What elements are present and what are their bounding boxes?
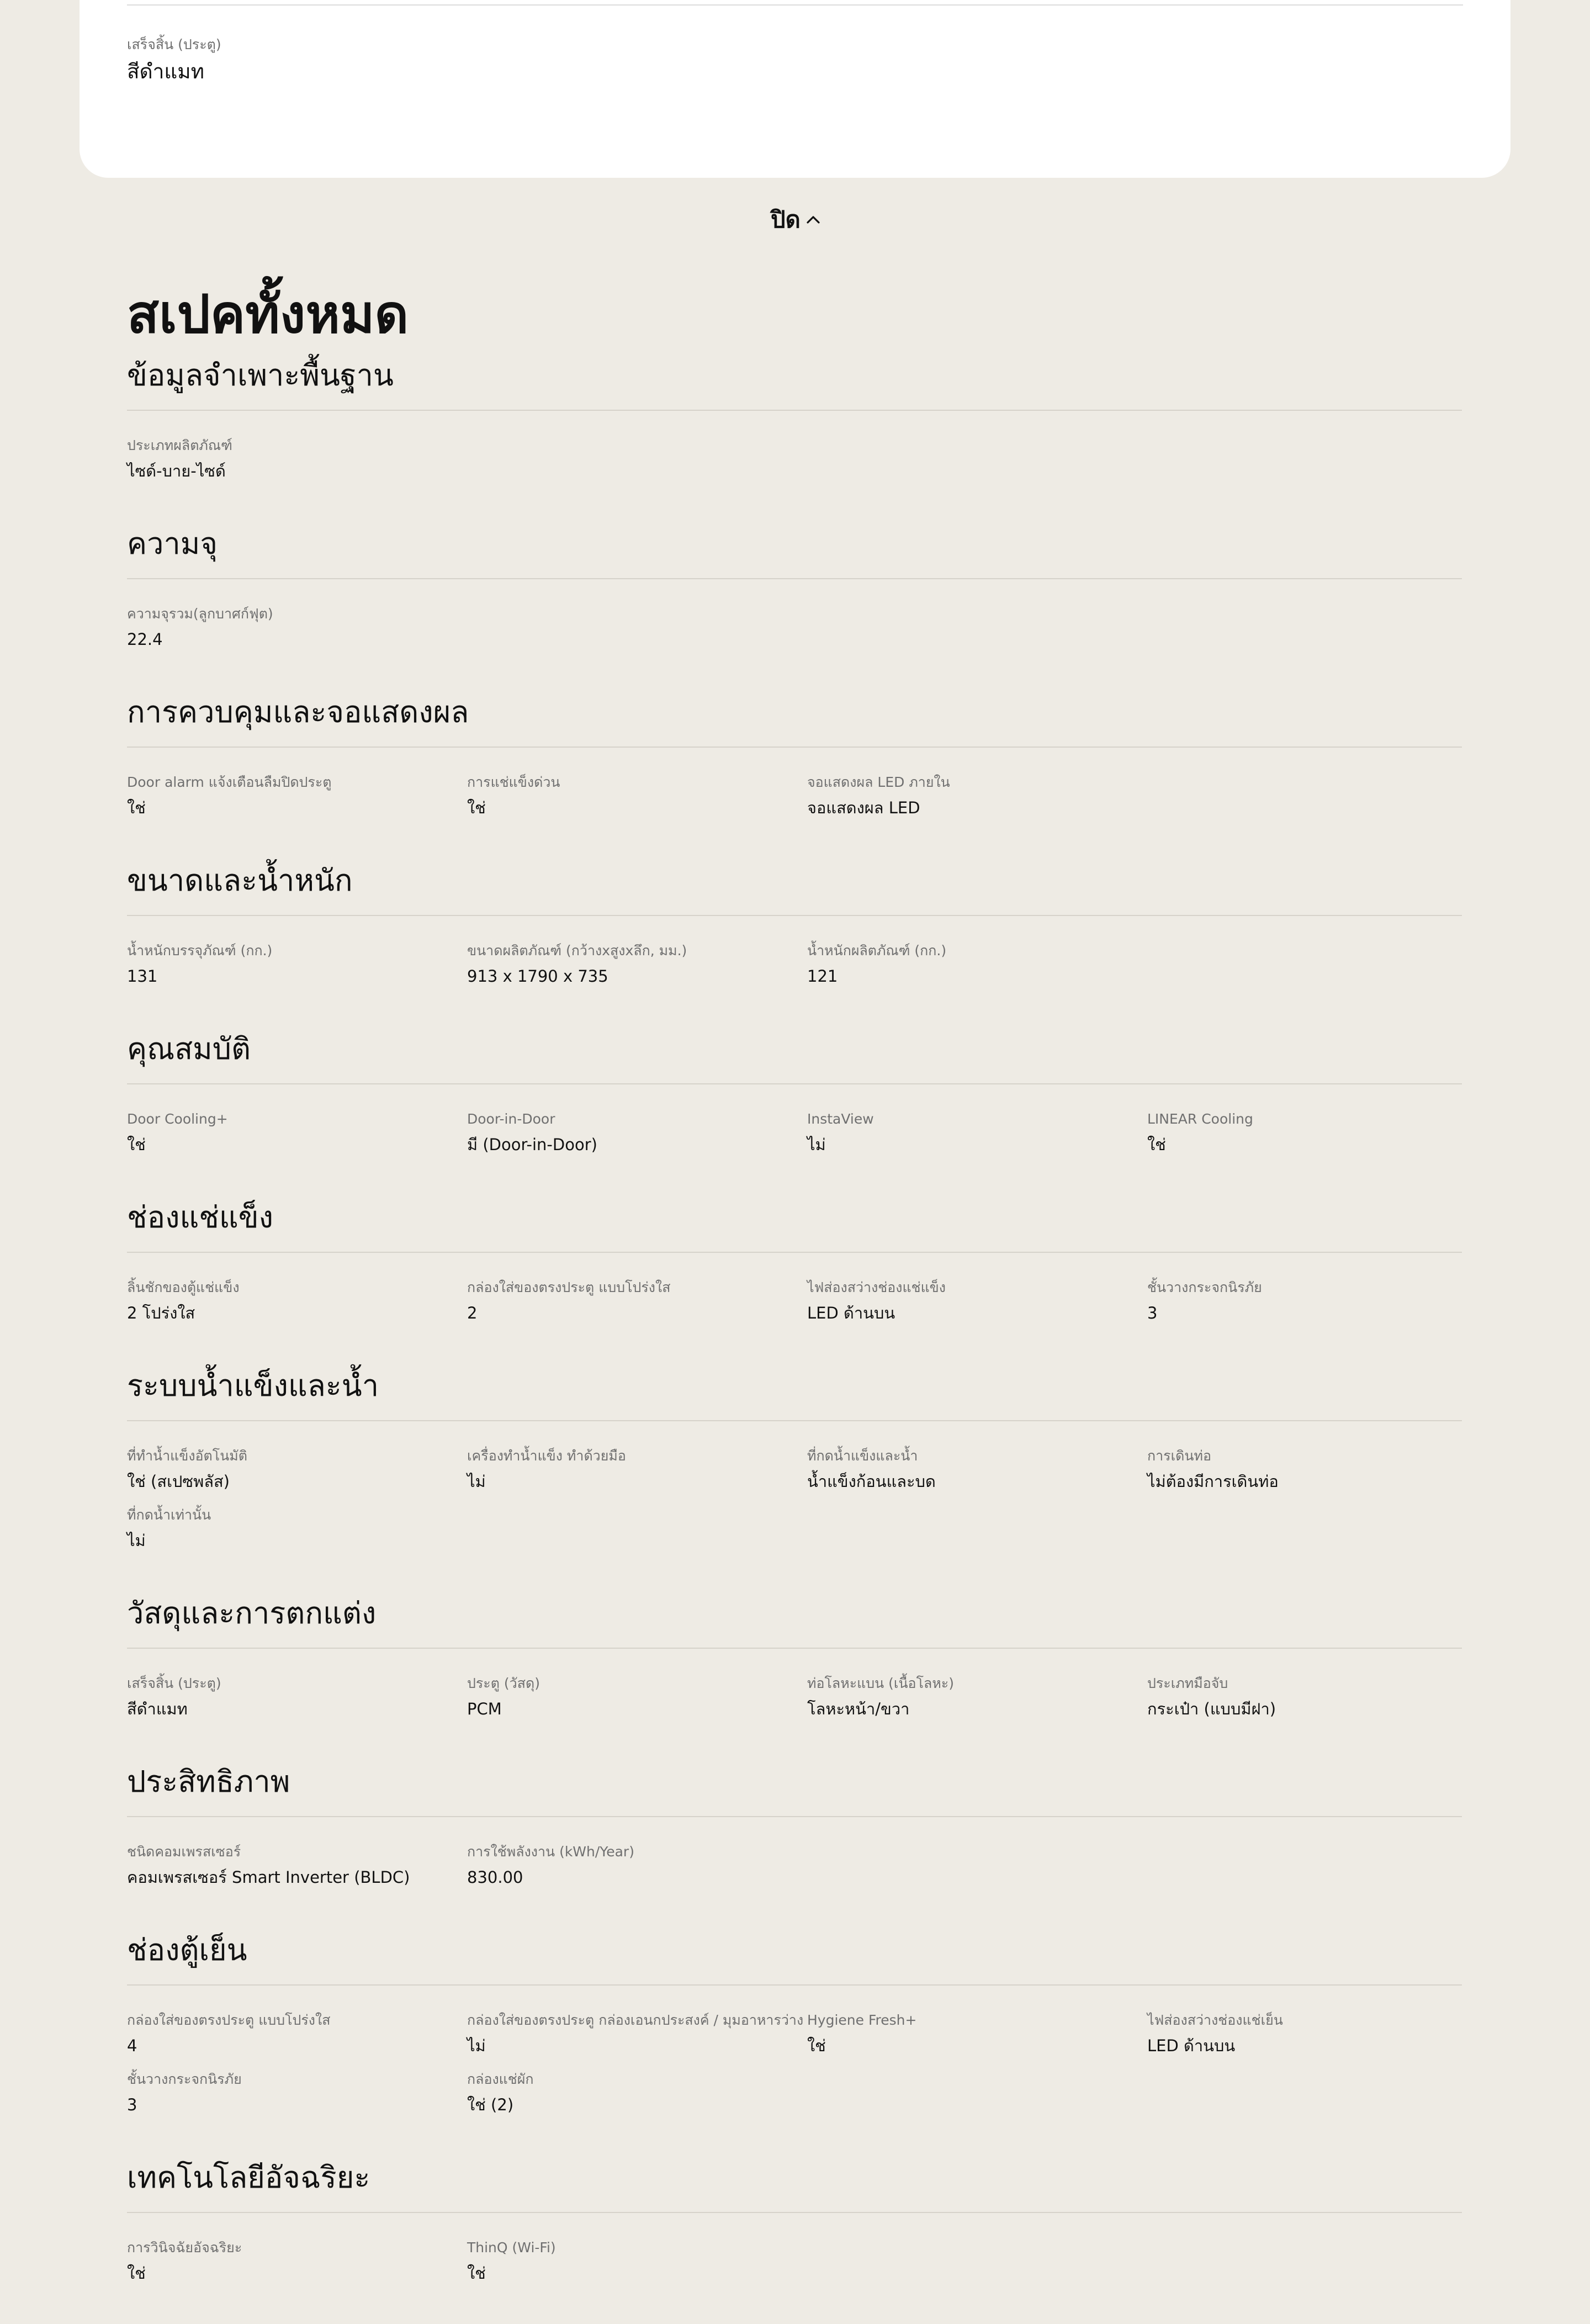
spec-item (127, 773, 467, 819)
spec-grid (127, 748, 1462, 859)
spec-grid (127, 2213, 1462, 2324)
spec-value: ใช่ (807, 2036, 826, 2055)
spec-item (467, 1278, 807, 1324)
section-title: การควบคุมและจอแสดงผล (127, 695, 469, 729)
spec-value: มี (Door-in-Door) (467, 1135, 597, 1154)
spec-label: กล่องแช่ผัก (467, 2071, 534, 2087)
spec-label: Door alarm แจ้งเตือนลืมปิดประตู (127, 774, 332, 790)
spec-label: การเดินท่อ (1147, 1448, 1211, 1464)
section-title: คุณสมบัติ (127, 1031, 251, 1066)
spec-value: LED ด้านบน (1147, 2036, 1236, 2055)
spec-label: Door-in-Door (467, 1111, 555, 1127)
spec-label: Door Cooling+ (127, 1111, 228, 1127)
spec-label: การวินิจฉัยอัจฉริยะ (127, 2240, 242, 2256)
spec-item (1147, 1447, 1462, 1492)
close-button[interactable] (771, 202, 822, 237)
spec-item (127, 1506, 467, 1552)
spec-item (127, 1278, 467, 1324)
spec-value: กระเป๋า (แบบมีฝา) (1147, 1700, 1276, 1718)
spec-value: PCM (467, 1700, 502, 1718)
spec-value: ไม่ (807, 1135, 826, 1154)
spec-item (1147, 1674, 1462, 1720)
spec-grid (127, 579, 1462, 690)
spec-label: ไฟส่องสว่างช่องแช่แข็ง (807, 1279, 946, 1295)
spec-item (467, 1447, 807, 1492)
spec-item (1147, 2011, 1462, 2057)
spec-label: ที่กดน้ำแข็งและน้ำ (807, 1448, 918, 1464)
spec-section (127, 2156, 1462, 2324)
spec-grid (127, 1253, 1462, 1364)
spec-value: 830.00 (467, 1868, 523, 1887)
spec-section (127, 1760, 1462, 1928)
spec-item (467, 1843, 807, 1888)
section-title: วัสดุและการตกแต่ง (127, 1596, 377, 1630)
spec-item (467, 941, 807, 987)
spec-label: InstaView (807, 1111, 874, 1127)
spec-value: 2 โปร่งใส (127, 1304, 195, 1322)
spec-label: ชั้นวางกระจกนิรภัย (127, 2071, 242, 2087)
spec-label: ประตู (วัสดุ) (467, 1675, 540, 1691)
spec-value: น้ำแข็งก้อนและบด (807, 1472, 936, 1491)
spec-grid (127, 1421, 1462, 1591)
section-title: ช่องตู้เย็น (127, 1933, 247, 1967)
spec-grid (127, 916, 1462, 1027)
spec-item (807, 773, 1147, 819)
section-title: ข้อมูลจำเพาะพื้นฐาน (127, 358, 394, 393)
spec-value: 131 (127, 967, 158, 986)
spec-label: กล่องใส่ของตรงประตู แบบโปร่งใส (127, 2012, 331, 2028)
spec-section (127, 1027, 1462, 1195)
spec-value: ไซด์-บาย-ไซด์ (127, 462, 226, 480)
spec-value: ไม่ (127, 1531, 146, 1550)
spec-label: ไฟส่องสว่างช่องแช่เย็น (1147, 2012, 1283, 2028)
spec-item (807, 1278, 1147, 1324)
spec-value: ใช่ (2) (467, 2095, 514, 2114)
spec-section (127, 522, 1462, 690)
spec-label: เสร็จสิ้น (ประตู) (127, 1675, 221, 1691)
spec-item (127, 35, 221, 83)
spec-item (467, 1674, 807, 1720)
spec-value: สีดำแมท (127, 1700, 188, 1718)
spec-value: 3 (1147, 1304, 1158, 1322)
spec-value: สีดำแมท (127, 60, 205, 83)
spec-value: ไม่ต้องมีการเดินท่อ (1147, 1472, 1279, 1491)
page-title: สเปคทั้งหมด (127, 284, 409, 345)
spec-grid (127, 1817, 1462, 1928)
spec-label: ThinQ (Wi-Fi) (467, 2240, 556, 2256)
spec-label: ขนาดผลิตภัณฑ์ (กว้างxสูงxลึก, มม.) (467, 943, 687, 959)
spec-label: ชั้นวางกระจกนิรภัย (1147, 1279, 1262, 1295)
spec-label: การใช้พลังงาน (kWh/Year) (467, 1844, 634, 1860)
divider (127, 4, 1463, 6)
spec-label: น้ำหนักบรรจุภัณฑ์ (กก.) (127, 943, 273, 959)
spec-item (807, 941, 1147, 987)
top-spec-card (80, 0, 1510, 178)
close-button-label: ปิด (771, 206, 801, 233)
spec-value: ใช่ (1147, 1135, 1166, 1154)
spec-item (127, 1674, 467, 1720)
spec-section (127, 690, 1462, 859)
spec-section (127, 1928, 1462, 2156)
section-title: ระบบน้ำแข็งและน้ำ (127, 1368, 379, 1403)
spec-value: 2 (467, 1304, 478, 1322)
spec-item (807, 1447, 1147, 1492)
spec-item (1147, 1278, 1462, 1324)
spec-item (127, 1447, 467, 1492)
spec-item (467, 773, 807, 819)
spec-section (127, 1591, 1462, 1760)
spec-grid (127, 1649, 1462, 1760)
spec-section (127, 1195, 1462, 1364)
spec-item (467, 2070, 807, 2116)
all-specs (127, 276, 1462, 2324)
spec-value: ใช่ (127, 1135, 146, 1154)
spec-item (467, 1110, 807, 1156)
spec-label: ลิ้นชักของตู้แช่แข็ง (127, 1279, 240, 1295)
section-title: ขนาดและน้ำหนัก (127, 863, 353, 898)
spec-value: ใช่ (467, 2264, 486, 2283)
spec-label: ที่กดน้ำเท่านั้น (127, 1507, 211, 1523)
spec-section (127, 859, 1462, 1027)
spec-label: กล่องใส่ของตรงประตู กล่องเอนกประสงค์ / มุมอาหารว่าง (467, 2012, 804, 2028)
spec-value: ไม่ (467, 1472, 486, 1491)
spec-label: ความจุรวม(ลูกบาศก์ฟุต) (127, 606, 273, 622)
spec-value: จอแสดงผล LED (807, 798, 920, 817)
spec-label: LINEAR Cooling (1147, 1111, 1253, 1127)
spec-value: 3 (127, 2095, 137, 2114)
section-title: ความจุ (127, 526, 218, 561)
spec-item (467, 2238, 807, 2284)
spec-value: ใช่ (127, 798, 146, 817)
chevron-up-icon (805, 211, 822, 228)
spec-value: โลหะหน้า/ขวา (807, 1700, 910, 1718)
spec-value: 913 x 1790 x 735 (467, 967, 608, 986)
spec-value: ไม่ (467, 2036, 486, 2055)
spec-label: เสร็จสิ้น (ประตู) (127, 36, 221, 52)
spec-section (127, 353, 1462, 522)
section-title: เทคโนโลยีอัจฉริยะ (127, 2160, 370, 2195)
spec-item (127, 2070, 467, 2116)
spec-value: LED ด้านบน (807, 1304, 895, 1322)
spec-item (807, 1674, 1147, 1720)
spec-grid (127, 1084, 1462, 1195)
spec-label: กล่องใส่ของตรงประตู แบบโปร่งใส (467, 1279, 671, 1295)
spec-label: ท่อโลหะแบน (เนื้อโลหะ) (807, 1675, 954, 1691)
spec-grid (127, 1986, 1462, 2156)
spec-item (1147, 1110, 1462, 1156)
spec-grid (127, 411, 1462, 522)
spec-item (807, 2011, 1147, 2057)
spec-label: น้ำหนักผลิตภัณฑ์ (กก.) (807, 943, 947, 959)
spec-label: ชนิดคอมเพรสเซอร์ (127, 1844, 241, 1860)
section-title: ประสิทธิภาพ (127, 1764, 290, 1799)
spec-item (127, 436, 467, 482)
spec-item (127, 2011, 467, 2057)
spec-label: ประเภทผลิตภัณฑ์ (127, 437, 232, 453)
spec-item (127, 2238, 467, 2284)
spec-item (127, 1843, 467, 1888)
spec-label: ประเภทมือจับ (1147, 1675, 1228, 1691)
spec-value: ใช่ (สเปซพลัส) (127, 1472, 230, 1491)
spec-item (467, 2011, 807, 2057)
spec-label: Hygiene Fresh+ (807, 2012, 917, 2028)
spec-item (127, 1110, 467, 1156)
spec-value: คอมเพรสเซอร์ Smart Inverter (BLDC) (127, 1868, 410, 1887)
spec-value: ใช่ (127, 2264, 146, 2283)
spec-item (807, 1110, 1147, 1156)
spec-value: 22.4 (127, 630, 163, 649)
spec-label: การแช่แข็งด่วน (467, 774, 560, 790)
spec-label: จอแสดงผล LED ภายใน (807, 774, 950, 790)
spec-label: ที่ทำน้ำแข็งอัตโนมัติ (127, 1448, 248, 1464)
spec-value: ใช่ (467, 798, 486, 817)
spec-sections (127, 353, 1462, 2324)
spec-value: 121 (807, 967, 838, 986)
spec-item (127, 941, 467, 987)
spec-section (127, 1364, 1462, 1591)
spec-label: เครื่องทำน้ำแข็ง ทำด้วยมือ (467, 1448, 626, 1464)
spec-item (127, 605, 467, 650)
spec-value: 4 (127, 2036, 137, 2055)
section-title: ช่องแช่แข็ง (127, 1200, 273, 1235)
